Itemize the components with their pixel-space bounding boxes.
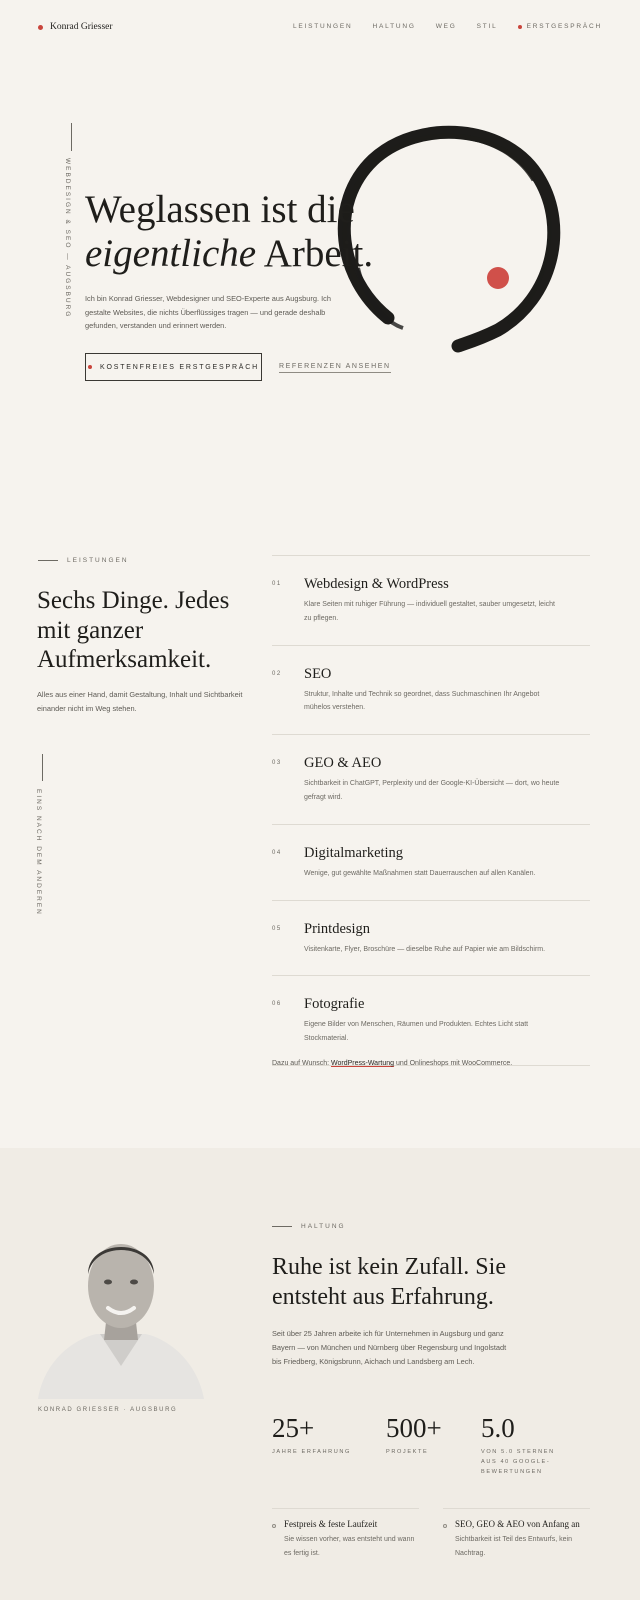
extra-prefix: Dazu auf Wunsch: [272,1060,332,1067]
haltung-label-text: HALTUNG [301,1223,346,1230]
stat-value: 25+ [272,1413,315,1443]
cta-dot-icon [518,25,522,29]
service-number: 01 [272,581,282,587]
haltung-section-label [272,1223,346,1230]
nav-item-leistungen[interactable]: LEISTUNGEN [292,23,353,30]
nav-item-haltung[interactable]: HALTUNG [372,23,416,30]
service-number: 03 [272,760,282,767]
stat-projects [386,1412,481,1477]
stat-years [272,1412,386,1477]
service-desc: Visitenkarte, Flyer, Broschüre — dieselbe Ruhe auf Papier wie am Bildschirm. [304,945,546,953]
label-rule [38,560,58,561]
service-item-fotografie[interactable] [272,976,590,1066]
services-lead: Alles aus einer Hand, damit Gestaltung, Inhalt und Sichtbarkeit einander nicht im Weg stehen. [37,690,243,713]
nav-cta-label: ERSTGESPRÄCH [526,23,602,30]
service-name: Digitalmarketing [304,844,404,861]
extra-suffix: und Onlineshops mit WooCommerce. [394,1060,513,1067]
hero-title-rest: Arbeit. [256,232,374,275]
bullet-icon [272,1524,276,1528]
service-item-seo[interactable] [272,646,590,736]
services-extra-note [272,1060,512,1067]
service-name: Fotografie [304,996,365,1013]
service-number: 04 [272,849,282,856]
service-name: Printdesign [304,920,371,937]
feature-seo-from-start [443,1508,590,1560]
services-vertical-label: EINS NACH DEM ANDEREN [35,789,42,916]
portrait-photo [38,1216,204,1399]
bullet-icon [443,1524,447,1528]
service-item-geo-aeo[interactable] [272,735,590,825]
service-desc: Klare Seiten mit ruhiger Führung — individuell gestaltet, sauber umgesetzt, leicht zu pflegen. [304,601,555,622]
references-link[interactable]: REFERENZEN ANSEHEN [279,363,391,373]
services-list [272,555,590,1066]
services-section-label [38,557,129,564]
stat-value: 5.0 [481,1413,515,1443]
service-desc: Eigene Bilder von Menschen, Räumen und Produkten. Echtes Licht statt Stockmaterial. [304,1021,529,1043]
service-item-digitalmarketing[interactable] [272,825,590,901]
stat-label: JAHRE ERFAHRUNG [272,1449,352,1455]
service-number: 02 [272,670,282,677]
service-item-webdesign[interactable] [272,556,590,646]
haltung-title: Ruhe ist kein Zufall. Sie entsteht aus Erfahrung. [272,1254,506,1310]
feature-title: SEO, GEO & AEO von Anfang an [455,1519,580,1529]
service-number: 05 [272,925,282,932]
haltung-lead: Seit über 25 Jahren arbeite ich für Unternehmen in Augsburg und ganz Bayern — von München und Nürnberg über Regensburg und Ingolstadt bis Friedberg, Königsbrunn, Aichach und Landsberg am Lech. [272,1329,507,1366]
label-rule [272,1226,292,1227]
stats-row [272,1412,581,1477]
nav-item-weg[interactable]: WEG [435,23,457,30]
services-vertical-rule [42,754,43,781]
stat-rating [481,1412,581,1477]
hero-title-line1: Weglassen ist die [85,188,355,231]
stat-value: 500+ [386,1413,442,1443]
service-item-printdesign[interactable] [272,901,590,977]
service-name: Webdesign & WordPress [304,576,449,592]
feature-desc: Sie wissen vorher, was entsteht und wann es fertig ist. [284,1536,415,1557]
nav-item-stil[interactable]: STIL [476,23,498,30]
stat-label: VON 5.0 STERNEN AUS 40 GOOGLE-BEWERTUNGEN [481,1449,555,1475]
feature-desc: Sichtbarkeit ist Teil des Entwurfs, kein Nachtrag. [455,1536,572,1557]
free-consultation-label: KOSTENFREIES ERSTGESPRÄCH [100,363,259,371]
service-number: 06 [272,1001,282,1008]
brand[interactable] [38,22,113,32]
hero-vertical-rule [71,123,72,151]
service-desc: Sichtbarkeit in ChatGPT, Perplexity und der Google-KI-Übersicht — dort, wo heute gefragt wird. [304,780,560,801]
wordpress-maintenance-link[interactable]: WordPress-Wartung [331,1060,395,1067]
services-label-text: LEISTUNGEN [67,557,129,564]
portrait-caption: KONRAD GRIESSER · AUGSBURG [38,1407,178,1413]
service-desc: Struktur, Inhalte und Technik so geordnet, dass Suchmaschinen Ihr Angebot mühelos verstehen. [304,690,540,712]
nav-cta-erstgespraech[interactable] [518,23,602,30]
hero-vertical-label: WEBDESIGN & SEO — AUGSBURG [64,158,71,319]
brand-name: Konrad Griesser [50,22,113,32]
feature-fixed-price [272,1508,419,1560]
service-desc: Wenige, gut gewählte Maßnahmen statt Dauerrauschen auf allen Kanälen. [304,869,536,877]
hero-lead: Ich bin Konrad Griesser, Webdesigner und SEO-Experte aus Augsburg. Ich gestalte Websites, die nichts Überflüssiges tragen — und gerade deshalb gefunden, verstanden und erinnert werden. [85,294,331,330]
service-name: SEO [304,665,332,682]
services-title: Sechs Dinge. Jedes mit ganzer Aufmerksamkeit. [37,587,230,673]
button-dot-icon [88,365,92,369]
service-name: GEO & AEO [304,755,382,772]
hero-title-italic: eigentliche [85,232,257,275]
hero-title [85,188,373,276]
brand-dot-icon [38,25,43,30]
main-nav [293,23,602,30]
feature-title: Festpreis & feste Laufzeit [284,1519,378,1529]
free-consultation-button[interactable] [85,353,262,381]
stat-label: PROJEKTE [386,1449,429,1455]
